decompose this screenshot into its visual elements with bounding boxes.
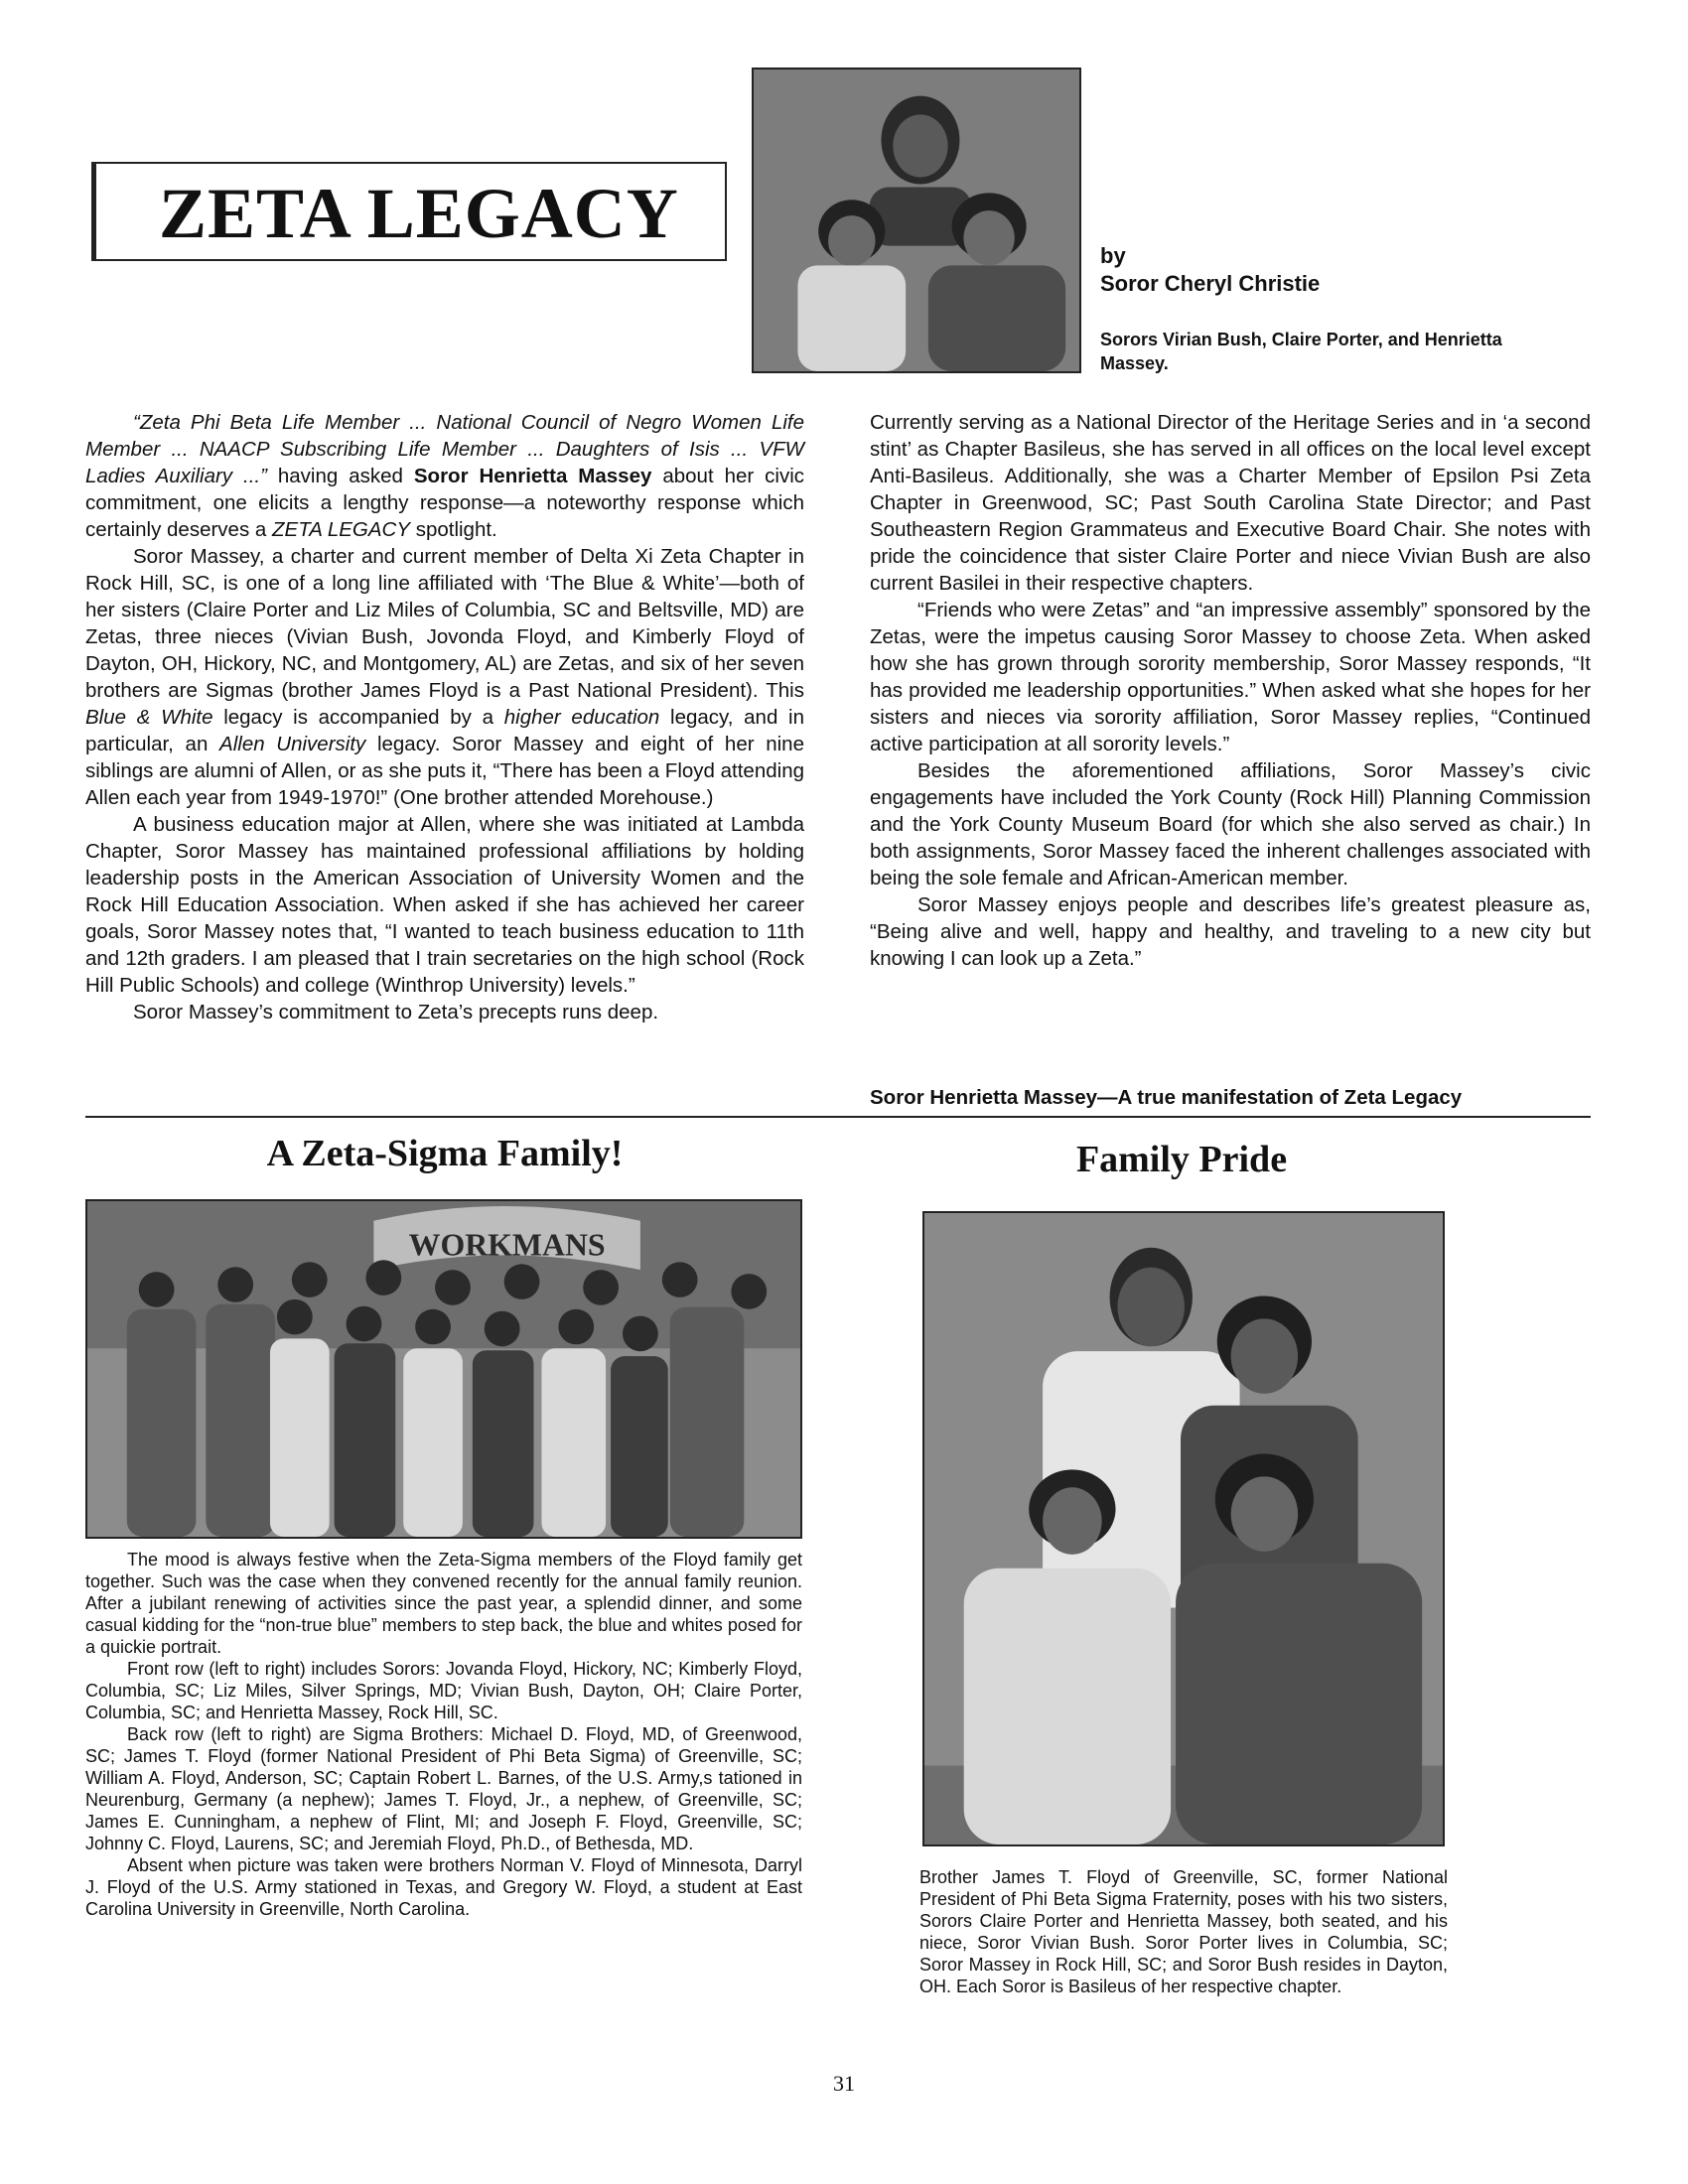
article-right-paragraph <box>870 757 1591 891</box>
article-right-text-run: “Friends who were Zetas” and “an impressive assembly” sponsored by the Zetas, were the impetus causing Soror Massey to choose Zeta. When asked how she has grown through sorority membership, Soror Massey responds, “It has provided me leadership opportunities.” When asked what she hopes for her sisters and nieces via sorority affiliation, Soror Massey replies, “Continued active participation at all sorority levels.” <box>870 599 1591 755</box>
article-left-text-run: Allen University <box>219 733 366 755</box>
article-left-column <box>85 409 804 1025</box>
article-left-paragraph <box>85 543 804 811</box>
article-left-text-run: Soror Massey, a charter and current member of Delta Xi Zeta Chapter in Rock Hill, SC, is one of a long line affiliated with ‘The Blue & White’—both of her sisters (Claire Porter and Liz Miles of Columbia, SC and Beltsville, MD) are Zetas, three nieces (Vivian Bush, Jovonda Floyd, and Kimberly Floyd of Dayton, OH, Hickory, NC, and Montgomery, AL) are Zetas, and six of her seven brothers are Sigmas (brother James Floyd is a Past National President). This <box>85 545 804 702</box>
family-reunion-caption <box>85 1549 802 1920</box>
family-pride-caption: Brother James T. Floyd of Greenville, SC, former National President of Phi Beta Sigma Fraternity, poses with his two sisters, Sorors Claire Porter and Henrietta Massey, both seated, and his niece, Soror Vivian Bush. Soror Porter lives in Columbia, SC; Soror Massey in Rock Hill, SC; and Soror Bush resides in Dayton, OH. Each Soror is Basileus of her respective chapter. <box>919 1867 1448 1996</box>
section-divider <box>85 1116 1591 1118</box>
zeta-sigma-family-title: A Zeta-Sigma Family! <box>266 1133 624 1174</box>
reunion-caption-paragraph: The mood is always festive when the Zeta-Sigma members of the Floyd family get together. Such was the case when they convened recently for the annual family reunion. After a jubilant renewing of activities since the past year, a splendid dinner, and some casual kidding for the “non-true blue” members to step back, the blue and whites posed for a quickie portrait. <box>85 1550 802 1657</box>
reunion-caption-paragraph: Front row (left to right) includes Sorors: Jovanda Floyd, Hickory, NC; Kimberly Floyd, Columbia, SC; Liz Miles, Silver Springs, MD; Vivian Bush, Dayton, OH; Claire Porter, Columbia, SC; and Henrietta Massey, Rock Hill, SC. <box>85 1659 802 1722</box>
family-pride-title: Family Pride <box>1075 1139 1288 1180</box>
article-left-paragraph <box>85 409 804 543</box>
article-right-text-run: Soror Massey enjoys people and describes life’s greatest pleasure as, “Being alive and well, happy and healthy, and traveling to a new city but knowing I can look up a Zeta.” <box>870 893 1591 970</box>
family-reunion-photo <box>85 1199 802 1539</box>
author-name: Soror Cheryl Christie <box>1100 271 1321 296</box>
article-left-paragraph <box>85 811 804 999</box>
article-left-text-run: “Zeta Phi Beta Life Member ... National Council of Negro Women Life Member ... NAACP Subscribing Life Member ... Daughters of Isis ... VFW Ladies Auxiliary ...” <box>85 411 804 487</box>
header-photo-caption: Sorors Virian Bush, Claire Porter, and Henrietta Massey. <box>1100 330 1502 373</box>
byline <box>1100 242 1320 298</box>
article-left-text-run: Soror Massey’s commitment to Zeta’s precepts runs deep. <box>133 1001 659 1024</box>
page-title: ZETA LEGACY <box>159 174 679 253</box>
article-right-paragraph <box>870 409 1591 597</box>
article-left-text-run: A business education major at Allen, where she was initiated at Lambda Chapter, Soror Massey has maintained professional affiliations by holding leadership posts in the American Association of University Women and the Rock Hill Education Association. When asked if she has achieved her career goals, Soror Massey notes that, “I wanted to teach business education to 11th and 12th graders. I am pleased that I train secretaries on the high school (Rock Hill Public Schools) and college (Winthrop University) levels.” <box>85 813 804 997</box>
page-number: 31 <box>833 2071 855 2096</box>
article-closing: Soror Henrietta Massey—A true manifestation of Zeta Legacy <box>870 1086 1463 1109</box>
family-pride-photo <box>922 1211 1445 1846</box>
article-left-paragraph <box>85 999 804 1025</box>
header-photo <box>752 68 1081 373</box>
reunion-caption-paragraph: Back row (left to right) are Sigma Brothers: Michael D. Floyd, MD, of Greenwood, SC; James T. Floyd (former National President of Phi Beta Sigma) of Greenville, SC; William A. Floyd, Anderson, SC; Captain Robert L. Barnes, of the U.S. Army,s tationed in Neurenburg, Germany (a nephew); James T. Floyd, Jr., a nephew, of Greenville, SC; James E. Cunningham, a nephew of Flint, MI; and Joseph F. Floyd, Greenville, SC; Johnny C. Floyd, Laurens, SC; and Jeremiah Floyd, Ph.D., of Bethesda, MD. <box>85 1724 802 1853</box>
reunion-caption-paragraph: Absent when picture was taken were brothers Norman V. Floyd of Minnesota, Darryl J. Floyd of the U.S. Army stationed in Texas, and Gregory W. Floyd, a student at East Carolina University in Greenville, North Carolina. <box>85 1855 802 1919</box>
article-left-text-run: legacy, and in particular, an <box>85 706 805 755</box>
article-left-text-run: Blue & White <box>85 706 213 729</box>
article-right-column <box>870 409 1591 972</box>
article-right-text-run: Currently serving as a National Director of the Heritage Series and in ‘a second stint’ as Chapter Basileus, she has served in all offices on the local level except Anti-Basileus. Additionally, she was a Charter Member of Epsilon Psi Zeta Chapter in Greenwood, SC; Past South Carolina State Director; and Past Southeastern Region Grammateus and Executive Board Chair. She notes with pride the coincidence that sister Claire Porter and niece Vivian Bush are also current Basilei in their respective chapters. <box>870 411 1591 595</box>
reunion-banner-text: WORKMANS <box>408 1227 606 1263</box>
article-right-paragraph <box>870 891 1591 972</box>
article-left-text-run: having asked <box>266 465 414 487</box>
article-left-text-run: Soror Henrietta Massey <box>413 465 652 487</box>
article-left-text-run: legacy. Soror Massey and eight of her nine siblings are alumni of Allen, or as she puts it, “There has been a Floyd attending Allen each year from 1949-1970!” (One brother attended Morehouse.) <box>85 733 804 809</box>
article-left-text-run: about her civic commitment, one elicits a lengthy response—a noteworthy response which certainly deserves a <box>85 465 805 541</box>
article-right-paragraph <box>870 597 1591 757</box>
article-right-text-run: Besides the aforementioned affiliations, Soror Massey’s civic engagements have included the York County (Rock Hill) Planning Commission and the York County Museum Board (for which she also served as chair.) In both assignments, Soror Massey faced the inherent challenges associated with being the sole female and African-American member. <box>870 759 1591 889</box>
article-left-text-run: ZETA LEGACY <box>272 518 410 541</box>
article-left-text-run: legacy is accompanied by a <box>212 706 504 729</box>
article-left-text-run: higher education <box>503 706 660 729</box>
byline-by: by <box>1100 243 1126 268</box>
article-left-text-run: spotlight. <box>410 518 497 541</box>
